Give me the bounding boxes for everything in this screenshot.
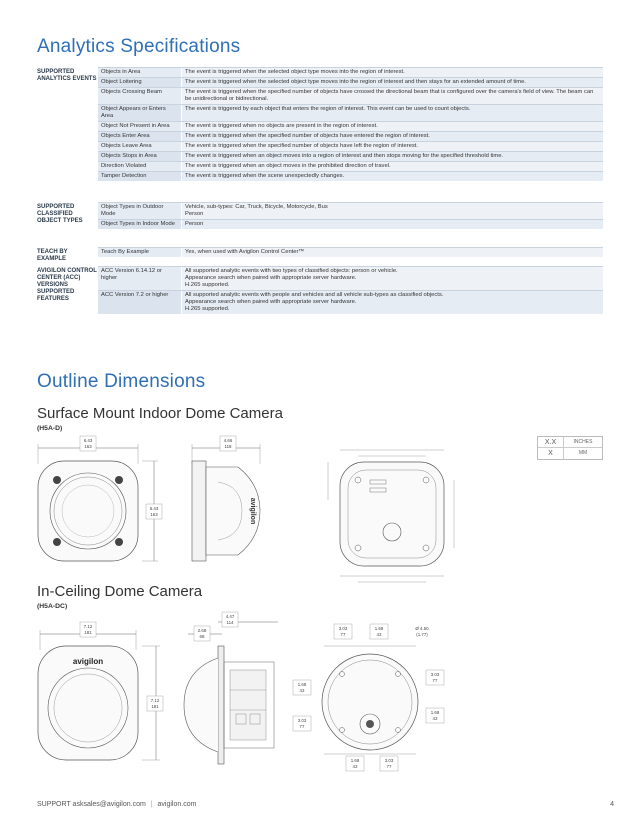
dim-ic-front-height-in: 7.12 <box>150 698 160 703</box>
inceiling-front-logo: avigilon <box>72 657 104 666</box>
surface-side-drawing <box>188 434 268 569</box>
spec-row-key: Objects Leave Area <box>98 142 182 151</box>
dim-ic-side-total-mm: 114 <box>226 620 234 625</box>
legend-unit: INCHES <box>573 439 593 445</box>
dim-ic-side-part-in: 2.68 <box>197 628 207 633</box>
analytics-title: Analytics Specifications <box>37 36 241 57</box>
spec-row <box>98 151 603 161</box>
spec-row-key: Objects Crossing Beam <box>98 88 182 104</box>
dim-side-height-mm: 118 <box>224 444 232 449</box>
spec-row <box>98 87 603 104</box>
spec-row <box>98 104 603 121</box>
dim-bp-right-top-in: 3.03 <box>430 672 440 677</box>
spec-row-key: ACC Version 7.2 or higher <box>98 291 182 314</box>
spec-row-key: Object Appears or Enters Area <box>98 105 182 121</box>
legend-unit: MM <box>578 450 588 456</box>
dim-bp-left-top-in: 1.68 <box>297 682 307 687</box>
dim-bp-left-bottom-in: 3.03 <box>297 718 307 723</box>
dim-bp-bottom-right-in: 3.03 <box>384 758 394 763</box>
spec-row <box>98 161 603 171</box>
in-ceiling-model: (H5A-DC) <box>37 603 68 610</box>
spec-row <box>98 202 603 219</box>
dim-ic-side-total-in: 4.47 <box>225 614 235 619</box>
inceiling-back-drawing <box>290 612 455 777</box>
spec-row-key: Objects Enter Area <box>98 132 182 141</box>
spec-row-value: The event is triggered when the specified number of objects have entered the region of interest. <box>182 132 603 141</box>
spec-row-key: Objects in Area <box>98 68 182 77</box>
spec-group-label: SUPPORTED ANALYTICS EVENTS <box>37 69 97 82</box>
dim-bp-top-left-mm: 77 <box>340 632 346 637</box>
spec-row <box>98 171 603 181</box>
spec-row <box>98 77 603 87</box>
spec-row-value: Vehicle, sub-types: Car, Truck, Bicycle, Motorcycle, Bus Person <box>182 203 603 219</box>
spec-row-value: The event is triggered when the selected object type moves into the region of interest. <box>182 68 603 77</box>
spec-row-value: The event is triggered when the specified number of objects have crossed the directional beam that is configured over the camera's field of view. The beam can be unidirectional or bidirectional. <box>182 88 603 104</box>
spec-row <box>98 266 603 290</box>
spec-row-value: The event is triggered when the specified number of objects have left the region of interest. <box>182 142 603 151</box>
dim-bp-right-bottom-in: 1.68 <box>430 710 440 715</box>
spec-row-value: The event is triggered when an object moves into a region of interest and then stops moving for the specified threshold time. <box>182 152 603 161</box>
spec-row-key: Teach By Example <box>98 248 182 257</box>
dim-bp-bottom-right-mm: 77 <box>386 764 392 769</box>
spec-rows <box>98 202 603 229</box>
dim-ic-side-part-mm: 68 <box>199 634 205 639</box>
dim-bp-bottom-left-in: 1.68 <box>350 758 360 763</box>
spec-row-key: Object Types in Outdoor Mode <box>98 203 182 219</box>
spec-row <box>98 290 603 314</box>
dim-bp-right-top-mm: 77 <box>432 678 438 683</box>
spec-row-key: ACC Version 6.14.12 or higher <box>98 267 182 290</box>
spec-row-key: Tamper Detection <box>98 172 182 181</box>
in-ceiling-title: In-Ceiling Dome Camera <box>37 583 203 600</box>
surface-front-drawing <box>30 434 170 569</box>
footer-separator: | <box>150 801 153 808</box>
dim-ic-front-width-mm: 181 <box>84 630 92 635</box>
surface-mount-title: Surface Mount Indoor Dome Camera <box>37 405 283 422</box>
legend-symbol: X <box>538 448 564 459</box>
dim-bp-right-bottom-mm: 43 <box>432 716 438 721</box>
dim-bp-hole-mm: (1.77) <box>416 632 428 637</box>
spec-row-key: Object Types in Indoor Mode <box>98 220 182 229</box>
legend-symbol: X.X <box>538 437 564 447</box>
spec-row <box>98 247 603 257</box>
spec-row-value: The event is triggered by each object that enters the region of interest. This event can be used to count objects. <box>182 105 603 121</box>
dim-front-height-mm: 163 <box>150 512 158 517</box>
spec-row-key: Object Loitering <box>98 78 182 87</box>
dim-bp-hole-in: Ø 4.50 <box>415 626 429 631</box>
spec-rows <box>98 266 603 314</box>
footer-support-label: SUPPORT <box>37 801 71 808</box>
spec-row-key: Object Not Present in Area <box>98 122 182 131</box>
dim-side-height-in: 4.66 <box>223 438 233 443</box>
spec-group-label: SUPPORTED CLASSIFIED OBJECT TYPES <box>37 204 83 224</box>
footer <box>37 801 196 808</box>
spec-row <box>98 219 603 229</box>
spec-row <box>98 131 603 141</box>
legend-row <box>538 448 602 459</box>
dim-bp-left-top-mm: 43 <box>299 688 305 693</box>
inceiling-front-drawing <box>30 620 175 770</box>
dim-bp-left-bottom-mm: 77 <box>299 724 305 729</box>
spec-group-label: AVIGILON CONTROL CENTER (ACC) VERSIONS SUPPORTED FEATURES <box>37 268 97 302</box>
spec-row-value: Yes, when used with Avigilon Control Center™ <box>182 248 603 257</box>
spec-row-value: Person <box>182 220 603 229</box>
surface-mount-model: (H5A-D) <box>37 425 63 432</box>
dim-front-width-mm: 163 <box>84 444 92 449</box>
outline-title: Outline Dimensions <box>37 371 206 392</box>
inceiling-side-drawing <box>178 610 288 770</box>
footer-email[interactable]: asksales@avigilon.com <box>72 801 146 808</box>
spec-rows <box>98 67 603 181</box>
analytics-spec-table <box>37 67 603 317</box>
dim-bp-top-left-in: 3.03 <box>338 626 348 631</box>
spec-row-value: The event is triggered when the scene unexpectedly changes. <box>182 172 603 181</box>
spec-row-value: The event is triggered when no objects are present in the region of interest. <box>182 122 603 131</box>
page-number: 4 <box>610 801 614 808</box>
spec-row <box>98 121 603 131</box>
legend-row <box>538 437 602 448</box>
spec-row-key: Objects Stops in Area <box>98 152 182 161</box>
spec-row-value: The event is triggered when an object moves in the prohibited direction of travel. <box>182 162 603 171</box>
spec-row-value: All supported analytic events with people and vehicles and all vehicle sub-types as classified objects. Appearance search when paired with appropriate server hardware. H.265 supported. <box>182 291 603 314</box>
dim-front-height-in: 6.43 <box>149 506 159 511</box>
footer-website[interactable]: avigilon.com <box>157 801 197 808</box>
dim-bp-top-mid-mm: 43 <box>376 632 382 637</box>
spec-row <box>98 67 603 77</box>
spec-row <box>98 141 603 151</box>
dim-bp-bottom-left-mm: 43 <box>352 764 358 769</box>
dim-ic-front-height-mm: 181 <box>151 704 159 709</box>
spec-group-label: TEACH BY EXAMPLE <box>37 249 68 262</box>
spec-row-key: Direction Violated <box>98 162 182 171</box>
dim-front-width-in: 6.43 <box>83 438 93 443</box>
spec-row-value: The event is triggered when the selected object type moves into the region of interest and then stays for an extended amount of time. <box>182 78 603 87</box>
surface-side-logo: avigilon <box>249 497 256 525</box>
units-legend <box>537 436 603 460</box>
spec-row-value: All supported analytic events with two types of classified objects: person or vehicle. Appearance search when paired with appropriate server hardware. H.265 supported. <box>182 267 603 290</box>
spec-rows <box>98 247 603 257</box>
surface-base-drawing <box>318 440 468 590</box>
dim-bp-top-mid-in: 1.68 <box>374 626 384 631</box>
dim-ic-front-width-in: 7.12 <box>83 624 93 629</box>
